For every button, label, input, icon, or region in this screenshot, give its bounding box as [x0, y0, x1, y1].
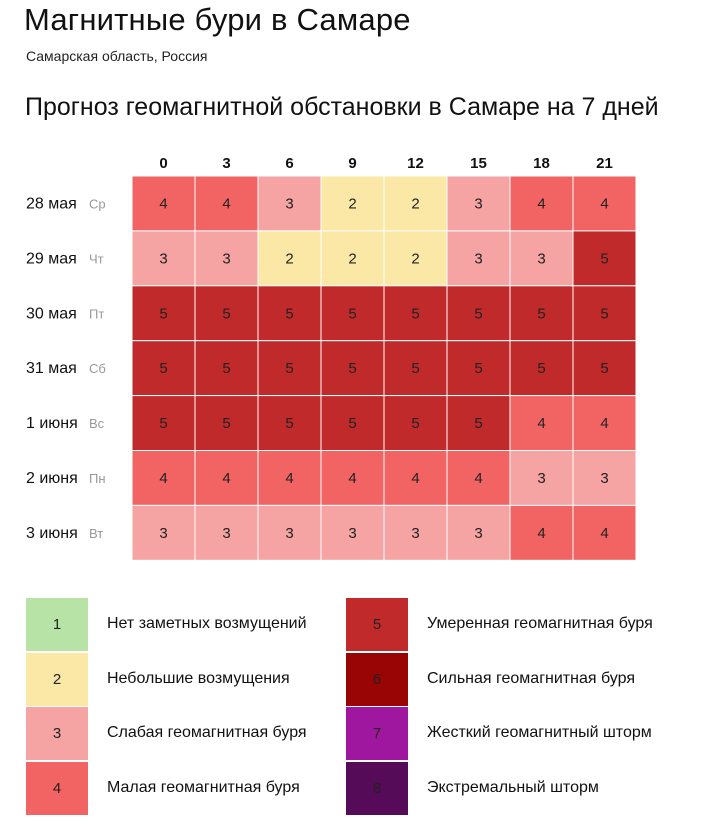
- date-label: 2 июня: [26, 469, 78, 487]
- legend-label-level-8: Экстремальный шторм: [427, 778, 599, 796]
- cell-value: 5: [474, 415, 483, 433]
- legend-label-level-5: Умеренная геомагнитная буря: [427, 615, 653, 632]
- cell-value: 4: [537, 415, 546, 433]
- weekday-label: Пт: [89, 306, 105, 322]
- hour-label-0: 0: [159, 155, 168, 172]
- cell-value: 4: [222, 195, 231, 213]
- cell-value: 4: [222, 469, 231, 487]
- legend-swatch-level-2: 2: [26, 653, 88, 706]
- cell-value: 3: [411, 524, 420, 542]
- cell-value: 5: [222, 305, 231, 323]
- date-label: 31 мая: [26, 360, 77, 378]
- cell-value: 3: [159, 250, 168, 268]
- cell-value: 5: [600, 305, 609, 323]
- date-label: 28 мая: [26, 195, 77, 213]
- date-label: 1 июня: [26, 415, 78, 433]
- cell-value: 3: [537, 250, 546, 268]
- weekday-label: Вс: [89, 416, 105, 432]
- cell-value: 2: [348, 195, 357, 213]
- weekday-label: Сб: [89, 361, 106, 377]
- cell-value: 5: [159, 415, 168, 433]
- cell-value: 4: [600, 415, 609, 433]
- hour-label-18: 18: [533, 155, 550, 172]
- legend-swatch-level-1: 1: [26, 598, 88, 651]
- cell-value: 3: [474, 524, 483, 542]
- cell-value: 4: [537, 195, 546, 213]
- cell-value: 2: [411, 195, 420, 213]
- cell-value: 3: [159, 524, 168, 542]
- cell-value: 2: [285, 250, 294, 268]
- cell-value: 5: [285, 360, 294, 378]
- legend-label-level-2: Небольшие возмущения: [107, 669, 290, 687]
- hour-label-12: 12: [407, 155, 424, 172]
- cell-value: 5: [474, 305, 483, 323]
- date-label: 29 мая: [26, 250, 77, 268]
- cell-value: 4: [537, 524, 546, 542]
- legend-label-level-7: Жесткий геомагнитный шторм: [427, 724, 652, 741]
- legend-label-level-1: Нет заметных возмущений: [107, 615, 307, 632]
- cell-value: 3: [285, 524, 294, 542]
- cell-value: 5: [474, 360, 483, 378]
- cell-value: 4: [159, 195, 168, 213]
- cell-value: 5: [348, 360, 357, 378]
- legend-swatch-level-8: 8: [346, 762, 408, 815]
- cell-value: 5: [285, 305, 294, 323]
- cell-value: 4: [600, 524, 609, 542]
- cell-value: 5: [285, 415, 294, 433]
- cell-value: 5: [411, 360, 420, 378]
- weekday-label: Пн: [89, 470, 106, 486]
- cell-value: 3: [600, 469, 609, 487]
- cell-value: 3: [222, 524, 231, 542]
- hour-label-9: 9: [348, 155, 357, 172]
- cell-value: 4: [600, 195, 609, 213]
- region-subtitle: Самарская область, Россия: [26, 48, 208, 64]
- date-label: 3 июня: [26, 524, 78, 542]
- legend-swatch-level-3: 3: [26, 707, 88, 760]
- weekday-label: Чт: [89, 251, 104, 267]
- legend-swatch-level-6: 6: [346, 653, 408, 706]
- legend-label-level-4: Малая геомагнитная буря: [107, 778, 300, 796]
- cell-value: 4: [411, 469, 420, 487]
- legend-label-level-6: Сильная геомагнитная буря: [427, 669, 635, 687]
- cell-value: 5: [411, 305, 420, 323]
- hour-label-3: 3: [222, 155, 231, 172]
- cell-value: 5: [348, 305, 357, 323]
- cell-value: 5: [537, 305, 546, 323]
- hour-label-21: 21: [596, 155, 613, 172]
- cell-value: 4: [474, 469, 483, 487]
- cell-value: 5: [222, 415, 231, 433]
- cell-value: 4: [348, 469, 357, 487]
- cell-value: 5: [600, 250, 609, 268]
- cell-value: 3: [222, 250, 231, 268]
- cell-value: 5: [159, 305, 168, 323]
- legend-swatch-level-5: 5: [346, 598, 408, 651]
- cell-value: 5: [222, 360, 231, 378]
- cell-value: 3: [537, 469, 546, 487]
- legend-swatch-level-4: 4: [26, 762, 88, 815]
- hour-label-15: 15: [470, 155, 487, 172]
- legend-label-level-3: Слабая геомагнитная буря: [107, 724, 307, 741]
- chart-title: Прогноз геомагнитной обстановки в Самаре на 7 дней: [25, 93, 659, 121]
- cell-value: 5: [159, 360, 168, 378]
- cell-value: 3: [474, 250, 483, 268]
- cell-value: 2: [411, 250, 420, 268]
- hour-label-6: 6: [285, 155, 294, 172]
- cell-value: 3: [474, 195, 483, 213]
- cell-value: 5: [600, 360, 609, 378]
- cell-value: 4: [285, 469, 294, 487]
- legend-swatch-level-7: 7: [346, 707, 408, 760]
- weekday-label: Ср: [89, 196, 106, 212]
- cell-value: 5: [537, 360, 546, 378]
- page-title: Магнитные бури в Самаре: [24, 2, 411, 37]
- cell-value: 5: [411, 415, 420, 433]
- cell-value: 3: [285, 195, 294, 213]
- cell-value: 3: [348, 524, 357, 542]
- cell-value: 4: [159, 469, 168, 487]
- cell-value: 2: [348, 250, 357, 268]
- cell-value: 5: [348, 415, 357, 433]
- weekday-label: Вт: [89, 525, 104, 541]
- date-label: 30 мая: [26, 305, 77, 323]
